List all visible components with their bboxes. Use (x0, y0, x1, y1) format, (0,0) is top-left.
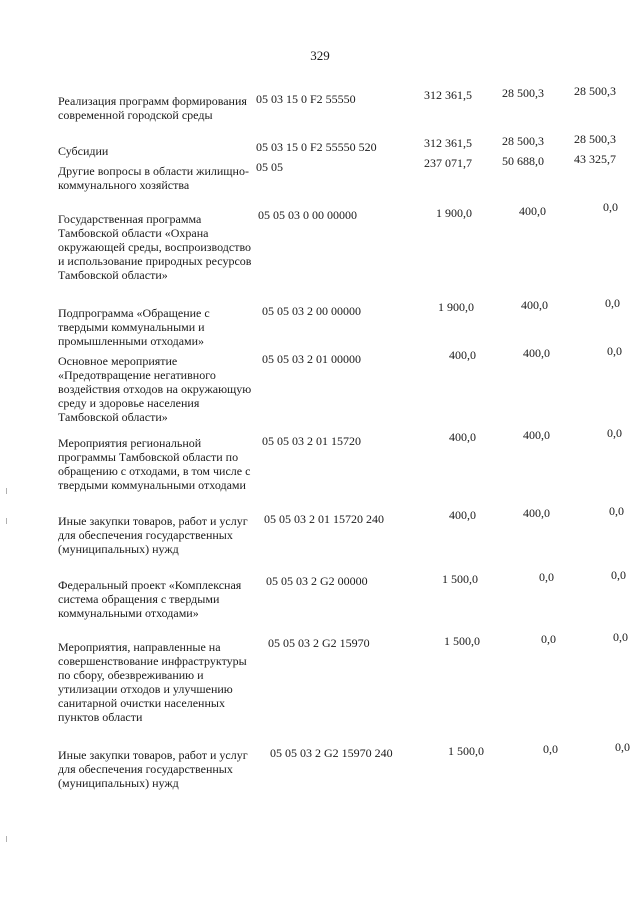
row-name: Федеральный проект «Комплексная система обращения с твердыми коммунальными отходами» (58, 578, 242, 620)
row-value-2: 400,0 (523, 506, 550, 520)
row-value-3: 28 500,3 (574, 132, 616, 146)
row-code: 05 03 15 0 F2 55550 (256, 92, 356, 106)
row-code: 05 05 03 2 G2 15970 240 (270, 746, 393, 760)
row-code: 05 05 03 0 00 00000 (258, 208, 357, 222)
row-value-2: 50 688,0 (502, 154, 544, 168)
row-value-3: 43 325,7 (574, 152, 616, 166)
row-code: 05 05 03 2 G2 15970 (268, 636, 370, 650)
row-value-2: 400,0 (523, 346, 550, 360)
row-value-1: 1 500,0 (448, 744, 484, 758)
row-code: 05 05 03 2 01 15720 240 (264, 512, 384, 526)
row-code: 05 05 03 2 01 00000 (262, 352, 361, 366)
row-code: 05 05 03 2 G2 00000 (266, 574, 368, 588)
row-value-1: 400,0 (449, 348, 476, 362)
row-value-2: 28 500,3 (502, 86, 544, 100)
row-value-1: 1 900,0 (438, 300, 474, 314)
margin-mark (6, 518, 7, 524)
row-name: Иные закупки товаров, работ и услуг для обеспечения государственных (муниципальных) нужд (58, 514, 248, 556)
row-value-2: 0,0 (539, 570, 554, 584)
row-value-2: 400,0 (521, 298, 548, 312)
row-value-1: 400,0 (449, 430, 476, 444)
row-value-1: 1 500,0 (442, 572, 478, 586)
row-value-2: 28 500,3 (502, 134, 544, 148)
margin-mark (6, 488, 7, 494)
row-value-3: 0,0 (603, 200, 618, 214)
row-value-1: 400,0 (449, 508, 476, 522)
row-value-3: 28 500,3 (574, 84, 616, 98)
row-code: 05 03 15 0 F2 55550 520 (256, 140, 377, 154)
row-value-2: 0,0 (541, 632, 556, 646)
row-value-3: 0,0 (611, 568, 626, 582)
row-value-2: 0,0 (543, 742, 558, 756)
row-code: 05 05 (256, 160, 283, 174)
row-name: Мероприятия региональной программы Тамбовской области по обращению с отходами, в том числе с твердыми коммунальными отходами (58, 436, 251, 492)
row-name: Подпрограмма «Обращение с твердыми коммунальными и промышленными отходами» (58, 306, 210, 348)
row-value-1: 1 500,0 (444, 634, 480, 648)
row-value-3: 0,0 (607, 344, 622, 358)
row-value-3: 0,0 (615, 740, 630, 754)
row-value-3: 0,0 (609, 504, 624, 518)
row-value-2: 400,0 (523, 428, 550, 442)
row-value-1: 312 361,5 (424, 88, 472, 102)
row-value-1: 237 071,7 (424, 156, 472, 170)
row-code: 05 05 03 2 00 00000 (262, 304, 361, 318)
row-value-2: 400,0 (519, 204, 546, 218)
row-value-1: 312 361,5 (424, 136, 472, 150)
row-value-3: 0,0 (605, 296, 620, 310)
page-number: 329 (310, 48, 330, 63)
row-name: Субсидии (58, 144, 109, 158)
row-value-1: 1 900,0 (436, 206, 472, 220)
row-code: 05 05 03 2 01 15720 (262, 434, 361, 448)
row-name: Реализация программ формирования современной городской среды (58, 94, 247, 122)
row-value-3: 0,0 (607, 426, 622, 440)
row-name: Основное мероприятие «Предотвращение негативного воздействия отходов на окружающую среду и здоровье населения Тамбовской области» (58, 354, 252, 424)
margin-mark (6, 836, 7, 842)
row-name: Мероприятия, направленные на совершенствование инфраструктуры по сбору, обезвреживанию и утилизации отходов и улучшению санитарной очистки населенных пунктов области (58, 640, 247, 724)
row-value-3: 0,0 (613, 630, 628, 644)
row-name: Другие вопросы в области жилищно-коммунального хозяйства (58, 164, 249, 192)
row-name: Иные закупки товаров, работ и услуг для обеспечения государственных (муниципальных) нужд (58, 748, 248, 790)
row-name: Государственная программа Тамбовской области «Охрана окружающей среды, воспроизводство и использование природных ресурсов Тамбовской области» (58, 212, 252, 282)
